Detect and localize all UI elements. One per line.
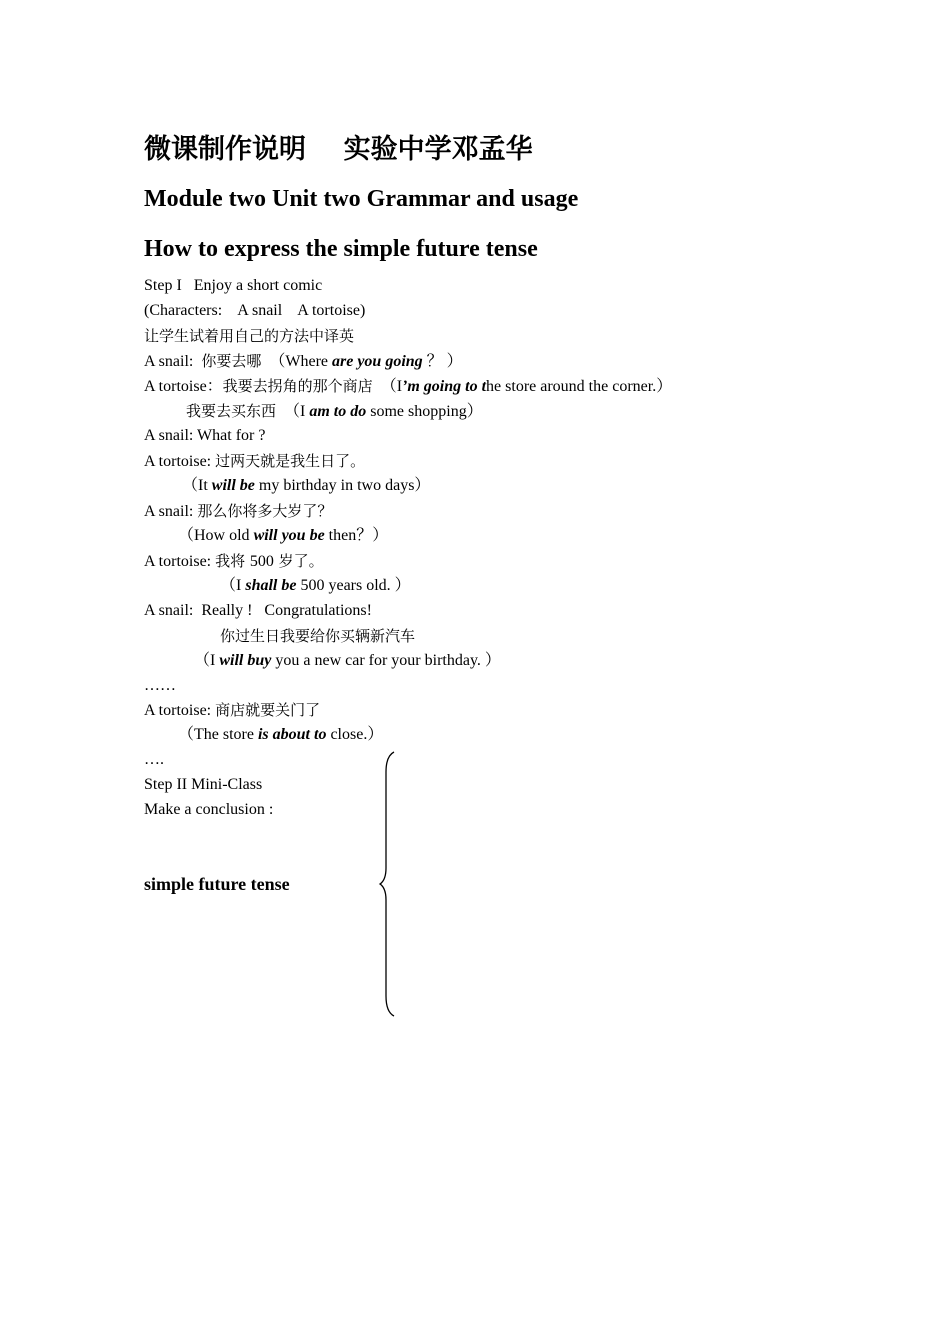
page-title: 微课制作说明 实验中学邓孟华 bbox=[144, 134, 533, 165]
key-phrase: shall be bbox=[245, 577, 297, 594]
dialogue-line bbox=[220, 626, 415, 647]
english-text: ？ ） bbox=[422, 353, 463, 370]
dialogue-line bbox=[182, 476, 430, 496]
english-text: then？） bbox=[324, 527, 389, 544]
speaker-label: A tortoise: bbox=[144, 553, 216, 570]
english-text: （I bbox=[276, 403, 310, 420]
lesson-heading: How to express the simple future tense bbox=[144, 236, 538, 262]
dialogue-line bbox=[144, 501, 332, 522]
speaker-label: A tortoise: bbox=[144, 702, 216, 719]
chinese-text: 岁了。 bbox=[273, 552, 324, 570]
chinese-text: 我将 bbox=[215, 552, 250, 570]
speaker-label: A snail: bbox=[144, 353, 202, 370]
english-text: （I bbox=[220, 577, 246, 594]
dialogue-line bbox=[144, 451, 365, 472]
key-phrase: are you going bbox=[332, 353, 423, 370]
english-text: some shopping） bbox=[366, 403, 483, 420]
characters-line: (Characters: A snail A tortoise) bbox=[144, 302, 366, 319]
dialogue-line bbox=[144, 376, 672, 397]
ellipsis: …… bbox=[144, 677, 176, 694]
dialogue-line bbox=[220, 576, 411, 596]
key-phrase: will you be bbox=[253, 527, 325, 544]
conclusion-prompt: Make a conclusion : bbox=[144, 801, 274, 818]
key-phrase: ’m going to t bbox=[402, 378, 487, 395]
english-text: （I bbox=[194, 652, 220, 669]
chinese-text: 我要去买东西 bbox=[186, 402, 277, 420]
english-text: my birthday in two days） bbox=[254, 477, 431, 494]
english-text: （I bbox=[372, 378, 403, 395]
dialogue-line bbox=[178, 725, 383, 745]
chinese-text: 你要去哪 bbox=[201, 352, 262, 370]
speaker-label: A tortoise: bbox=[144, 453, 216, 470]
curly-brace-icon bbox=[376, 750, 400, 1018]
key-phrase: will be bbox=[211, 477, 255, 494]
chinese-text: 我要去拐角的那个商店 bbox=[222, 377, 373, 395]
chinese-text: 那么你将多大岁了？ bbox=[197, 502, 333, 520]
speaker-label: A snail: bbox=[144, 503, 198, 520]
key-phrase: am to do bbox=[309, 403, 367, 420]
step-one-heading: Step I Enjoy a short comic bbox=[144, 277, 323, 294]
dialogue-line: A snail: Really ! Congratulations! bbox=[144, 602, 372, 619]
dialogue-line bbox=[194, 651, 501, 671]
number-text: 500 bbox=[249, 553, 274, 570]
english-text: （It bbox=[182, 477, 212, 494]
english-text: （Where bbox=[261, 353, 332, 370]
speaker-label: A tortoise： bbox=[144, 378, 223, 395]
english-text: close.） bbox=[326, 726, 384, 743]
english-text: （How old bbox=[178, 527, 254, 544]
dialogue-line bbox=[178, 526, 388, 546]
dialogue-line: A snail: What for ? bbox=[144, 427, 266, 444]
step-two-heading: Step II Mini-Class bbox=[144, 776, 263, 793]
conclusion-label: simple future tense bbox=[144, 874, 290, 894]
instruction-line: 让学生试着用自己的方法中译英 bbox=[144, 327, 355, 345]
ellipsis: …. bbox=[144, 751, 164, 768]
dialogue-line bbox=[144, 351, 463, 372]
english-text: 500 years old. ） bbox=[296, 577, 411, 594]
chinese-text: 商店就要关门了 bbox=[215, 701, 321, 719]
english-text: he store around the corner.） bbox=[486, 378, 673, 395]
chinese-text: 你过生日我要给你买辆新汽车 bbox=[220, 627, 416, 645]
dialogue-line bbox=[144, 700, 320, 721]
module-heading: Module two Unit two Grammar and usage bbox=[144, 186, 579, 212]
key-phrase: will buy bbox=[219, 652, 272, 669]
english-text: （The store bbox=[178, 726, 258, 743]
dialogue-line bbox=[186, 401, 483, 422]
dialogue-line bbox=[144, 551, 324, 572]
english-text: you a new car for your birthday. ） bbox=[271, 652, 501, 669]
key-phrase: is about to bbox=[257, 726, 327, 743]
chinese-text: 过两天就是我生日了。 bbox=[215, 452, 366, 470]
